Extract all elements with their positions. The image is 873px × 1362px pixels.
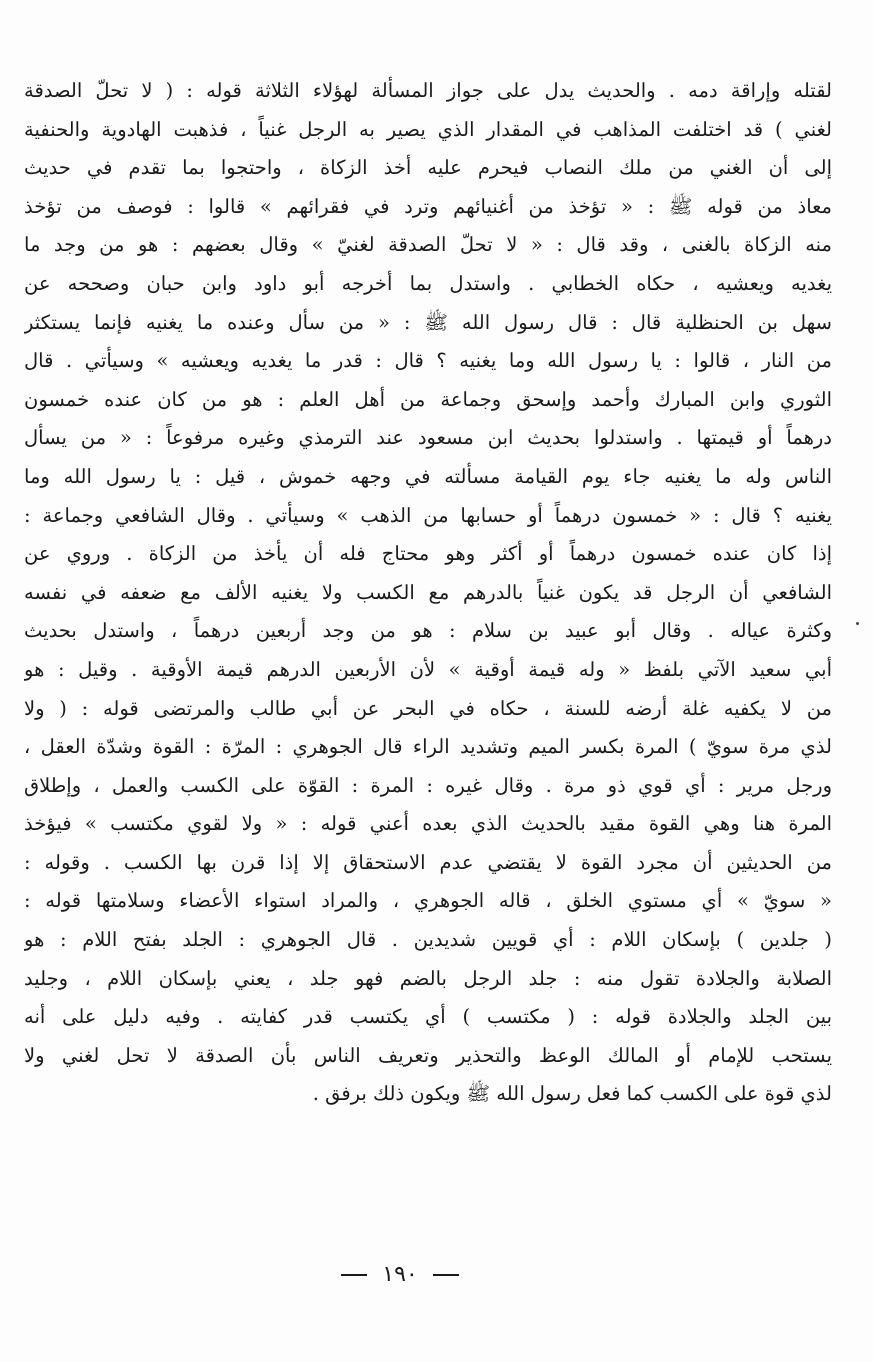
- page-number-dash: [433, 1274, 459, 1276]
- text-line: لغني ) قد اختلفت المذاهب في المقدار الذي يصير به الرجل غنياً ، فذهبت الهادوية والحنفية: [24, 117, 832, 141]
- text-line: الشافعي أن الرجل قد يكون غنياً بالدرهم مع الكسب ولا يغنيه الألف مع ضعفه في نفسه: [24, 580, 832, 604]
- page-number: [0, 1262, 800, 1287]
- text-line: يستحب للإمام أو المالك الوعظ والتحذير وتعريف الناس بأن الصدقة لا تحل لغني ولا: [24, 1043, 832, 1067]
- text-line: ( جلدين ) بإسكان اللام : أي قويين شديدين . قال الجوهري : الجلد بفتح اللام : هو: [24, 928, 832, 952]
- text-line: لقتله وإراقة دمه . والحديث يدل على جواز المسألة لهؤلاء الثلاثة قوله : ( لا تحلّ الصدقة: [24, 79, 832, 102]
- text-line: من النار ، قالوا : يا رسول الله وما يغنيه ؟ قال : قدر ما يغديه ويعشيه » وسيأتي . قال: [24, 349, 832, 373]
- text-line: ورجل مرير : أي قوي ذو مرة . وقال غيره : المرة : القوّة على الكسب والعمل ، وإطلاق: [24, 773, 832, 797]
- text-line: أبي سعيد الآتي بلفظ « وله قيمة أوقية » لأن الأربعين الدرهم قيمة الأوقية . وقيل : هو: [24, 657, 832, 681]
- text-line: الناس وله ما يغنيه جاء يوم القيامة مسألته في وجهه خموش ، قيل : يا رسول الله وما: [24, 464, 832, 488]
- text-line: يغنيه ؟ قال : « خمسون درهماً أو حسابها من الذهب » وسيأتي . وقال الشافعي وجماعة :: [24, 503, 832, 527]
- text-line: بين الجلد والجلادة قوله : ( مكتسب ) أي يكتسب قدر كفايته . وفيه دليل على أنه: [24, 1005, 832, 1029]
- text-line: « سويّ » أي مستوي الخلق ، قاله الجوهري ، والمراد استواء الأعضاء وسلامتها قوله :: [24, 889, 832, 913]
- text-line: إذا كان عنده خمسون درهماً أو أكثر وهو محتاج فله أن يأخذ من الزكاة . وروي عن: [24, 542, 832, 566]
- text-line: الصلابة والجلادة تقول منه : جلد الرجل بالضم فهو جلد ، يعني بإسكان اللام ، وجليد: [24, 966, 832, 990]
- text-line: المرة هنا وهي القوة مقيد بالحديث الذي بعده أعني قوله : « ولا لقوي مكتسب » فيؤخذ: [24, 812, 832, 836]
- page-number-value: ١٩٠: [382, 1262, 418, 1287]
- text-line: منه الزكاة بالغنى ، وقد قال : « لا تحلّ الصدقة لغنيّ » وقال بعضهم : هو من وجد ما: [24, 233, 832, 257]
- body-text: [24, 72, 832, 1114]
- scan-speck: [856, 622, 859, 625]
- text-line: من الحديثين أن مجرد القوة لا يقتضي عدم الاستحقاق إلا إذا قرن بها الكسب . وقوله :: [24, 850, 832, 874]
- text-line: يغديه ويعشيه ، حكاه الخطابي . واستدل بما أخرجه أبو داود وابن حبان وصححه عن: [24, 271, 832, 295]
- text-line: درهماً أو قيمتها . واستدلوا بحديث ابن مسعود عند الترمذي وغيره مرفوعاً : « من يسأل: [24, 426, 832, 450]
- text-line: وكثرة عياله . وقال أبو عبيد بن سلام : هو من وجد أربعين درهماً ، واستدل بحديث: [24, 619, 832, 643]
- text-line: سهل بن الحنظلية قال : قال رسول الله ﷺ : « من سأل وعنده ما يغنيه فإنما يستكثر: [24, 310, 832, 334]
- text-line: من لا يكفيه غلة أرضه للسنة ، حكاه في البحر عن أبي طالب والمرتضى قوله : ( ولا: [24, 696, 832, 720]
- text-line: إلى أن الغني من ملك النصاب فيحرم عليه أخذ الزكاة ، واحتجوا بما تقدم في حديث: [24, 156, 832, 180]
- text-line: لذي قوة على الكسب كما فعل رسول الله ﷺ ويكون ذلك برفق .: [312, 1082, 832, 1106]
- text-line: لذي مرة سويّ ) المرة بكسر الميم وتشديد الراء قال الجوهري : المرّة : القوة وشدّة العقل ،: [24, 735, 832, 759]
- page-number-dash: [341, 1274, 367, 1276]
- text-line: معاذ من قوله ﷺ : « تؤخذ من أغنيائهم وترد في فقرائهم » قالوا : فوصف من تؤخذ: [24, 194, 832, 218]
- text-line: الثوري وابن المبارك وأحمد وإسحق وجماعة من أهل العلم : هو من كان عنده خمسون: [24, 387, 832, 411]
